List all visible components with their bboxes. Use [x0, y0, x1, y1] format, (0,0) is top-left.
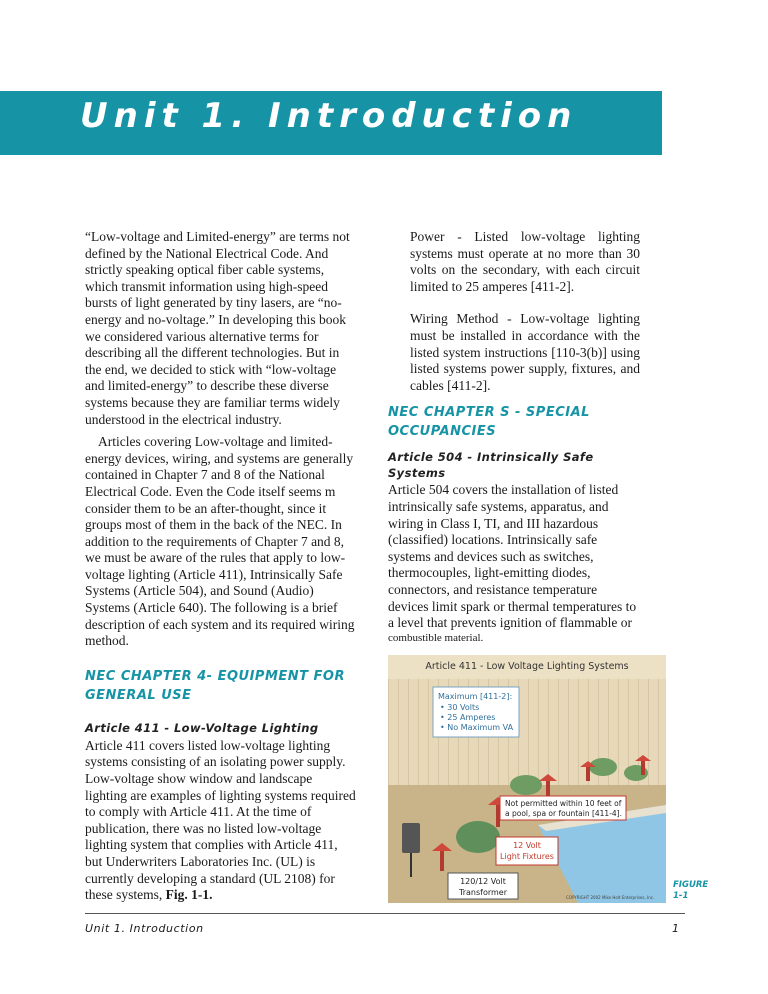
pool-note-line1: Not permitted within 10 feet of — [505, 799, 622, 808]
transformer-label-1: 120/12 Volt — [460, 877, 506, 886]
footer-section-title: Unit 1. Introduction — [85, 922, 204, 935]
max-volts: • 30 Volts — [440, 703, 480, 712]
fixtures-label-1: 12 Volt — [513, 841, 541, 850]
figure-reference: Fig. 1-1. — [165, 887, 213, 903]
articles-paragraph: Articles covering Low-voltage and limited-energy devices, wiring, and systems are generally contained in Chapter 7 and 8 of the National Electrical Code. Even the Code itself seems m consider them to be an after-thought, since it groups most of them in the back of the NEC. In addition to the requirements of Chapter 7 and 8, we must be aware of the rules that apply to low-voltage lighting (Article 411), Intrinsically Safe Systems (Article 504), and Sound (Audio) Systems (Article 640). The following is a brief description of each system and its required wiring method. — [85, 434, 355, 649]
max-amperes: • 25 Amperes — [440, 713, 496, 722]
chapter4-heading: NEC CHAPTER 4- EQUIPMENT FOR GENERAL USE — [85, 668, 345, 703]
chapter5-heading: NEC CHAPTER S - SPECIAL OCCUPANCIES — [388, 405, 590, 440]
article411-paragraph — [85, 738, 357, 904]
article504-text: Article 504 covers the installation of listed intrinsically safe systems, apparatus, and wiring in Class I, TI, and III hazardous (classified) locations. Intrinsically safe systems and devices such as switches, thermocouples, light-emitting diodes, connectors, and resistance temperature devices limit spark or thermal temperatures to a level that prevents ignition of flammable or — [388, 482, 637, 631]
maximum-label: Maximum [411-2]: — [438, 692, 513, 701]
figure-caption — [673, 880, 708, 902]
intro-paragraph: “Low-voltage and Limited-energy” are terms not defined by the National Electrical Code. And strictly speaking optical fiber cable systems, which transmit information using high-speed bursts of light generated by tiny lasers, are “no-energy and no-voltage.” In developing this book we considered various alternative terms for describing all the different technologies. But in the end, we decided to stick with “low-voltage and limited-energy” to describe these diverse systems because they are familiar terms widely understood in the electrical industry. — [85, 229, 350, 427]
lighting-scene-svg — [388, 655, 666, 903]
figure-caption-number: 1-1 — [673, 891, 689, 901]
figure-illustration — [388, 655, 666, 903]
article411-text: Article 411 covers listed low-voltage lighting systems consisting of an isolating power supply. Low-voltage show window and landscape lighting are examples of lighting systems required to comply with Article 411. At the time of publication, there was no listed low-voltage lighting system that complies with Article 411, but Underwriters Laboratories Inc. (UL) is currently developing a standard (UL 2108) for these systems, — [85, 737, 356, 903]
max-va: • No Maximum VA — [440, 723, 514, 732]
right-column — [388, 229, 640, 645]
article504-tail: combustible material. — [388, 631, 484, 644]
pool-note-line2: a pool, spa or fountain [411-4]. — [505, 809, 622, 818]
figure-caption-label: FIGURE — [673, 880, 709, 890]
left-column — [85, 229, 357, 904]
figure-copyright: COPYRIGHT 2002 Mike Holt Enterprises, Inc. — [566, 895, 655, 900]
transformer-label-2: Transformer — [458, 888, 508, 897]
fixtures-label-2: Light Fixtures — [500, 852, 554, 861]
article411-heading: Article 411 - Low-Voltage Lighting — [85, 720, 319, 735]
power-paragraph: Power - Listed low-voltage lighting systems must operate at no more than 30 volts on the secondary, with each circuit limited to 25 amperes [411-2]. — [410, 229, 640, 294]
page-title: Unit 1. Introduction — [80, 96, 578, 136]
figure-title: Article 411 - Low Voltage Lighting Systems — [425, 661, 629, 672]
article504-heading: Article 504 - Intrinsically Safe Systems — [388, 450, 594, 481]
footer-divider — [85, 913, 685, 914]
page-number: 1 — [672, 922, 679, 935]
wiring-paragraph: Wiring Method - Low-voltage lighting must be installed in accordance with the listed system instructions [110-3(b)] using listed systems power supply, fixtures, and cables [411-2]. — [410, 311, 640, 393]
